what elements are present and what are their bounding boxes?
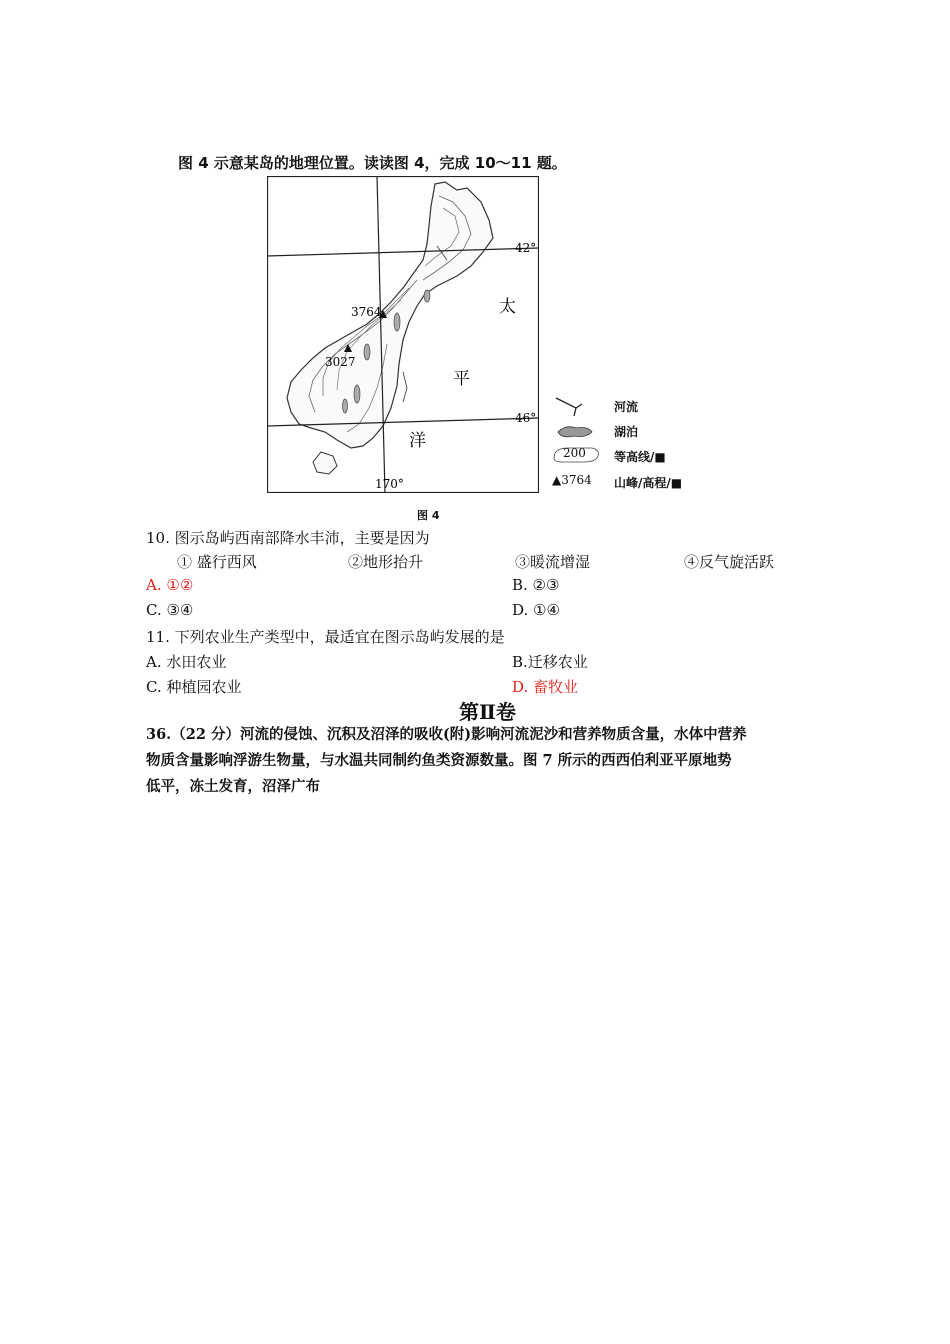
legend-contour: 等高线/■ [614, 450, 666, 464]
q36-line-1: 36.（22 分）河流的侵蚀、沉积及沼泽的吸收(附)影响河流泥沙和营养物质含量，水体中营养 [146, 726, 747, 743]
ocean-char-2: 平 [453, 369, 470, 389]
q10-option-a: A. ①② [146, 576, 194, 594]
q10-item-3: ③暖流增湿 [515, 553, 591, 571]
lake-legend-icon [558, 427, 592, 437]
legend-river: 河流 [614, 400, 639, 414]
peak-1-label: 3764 [351, 305, 382, 319]
q10-option-c: C. ③④ [146, 601, 194, 619]
lat-north-label: 42° [515, 241, 537, 255]
island-map [267, 176, 539, 493]
q10-option-b: B. ②③ [512, 576, 560, 594]
figure-caption: 图 4 [417, 509, 440, 522]
q11-option-d: D. 畜牧业 [512, 678, 579, 696]
q10-stem: 10. 图示岛屿西南部降水丰沛，主要是因为 [146, 529, 430, 547]
river-legend-icon [556, 398, 582, 416]
q10-option-d: D. ①④ [512, 601, 560, 619]
q10-item-4: ④反气旋活跃 [684, 553, 775, 571]
lat-south-label: 46° [515, 411, 537, 425]
q11-option-b: B.迁移农业 [512, 653, 588, 671]
legend-peak: 山峰/高程/■ [614, 476, 683, 490]
q11-option-c: C. 种植园农业 [146, 678, 242, 696]
peak-sample-label: ▲3764 [552, 473, 592, 487]
q10-item-2: ②地形抬升 [348, 553, 424, 571]
ocean-char-3: 洋 [409, 431, 426, 451]
q36-line-3: 低平，冻土发育，沼泽广布 [146, 778, 320, 795]
ocean-char-1: 太 [499, 297, 516, 317]
q11-stem: 11. 下列农业生产类型中，最适宜在图示岛屿发展的是 [146, 628, 505, 646]
q11-option-a: A. 水田农业 [146, 653, 227, 671]
q36-line-2: 物质含量影响浮游生物量，与水温共同制约鱼类资源数量。图 7 所示的西西伯利亚平原地势 [146, 752, 732, 769]
section-heading: 第Ⅱ卷 [459, 700, 516, 724]
contour-sample-label: 200 [563, 446, 586, 460]
peak-2-label: 3027 [325, 355, 356, 369]
q10-item-1: ① 盛行西风 [177, 553, 257, 571]
lon-label: 170° [375, 477, 404, 491]
map-intro-text: 图 4 示意某岛的地理位置。读读图 4，完成 10～11 题。 [178, 154, 567, 172]
legend-lake: 湖泊 [614, 425, 639, 439]
